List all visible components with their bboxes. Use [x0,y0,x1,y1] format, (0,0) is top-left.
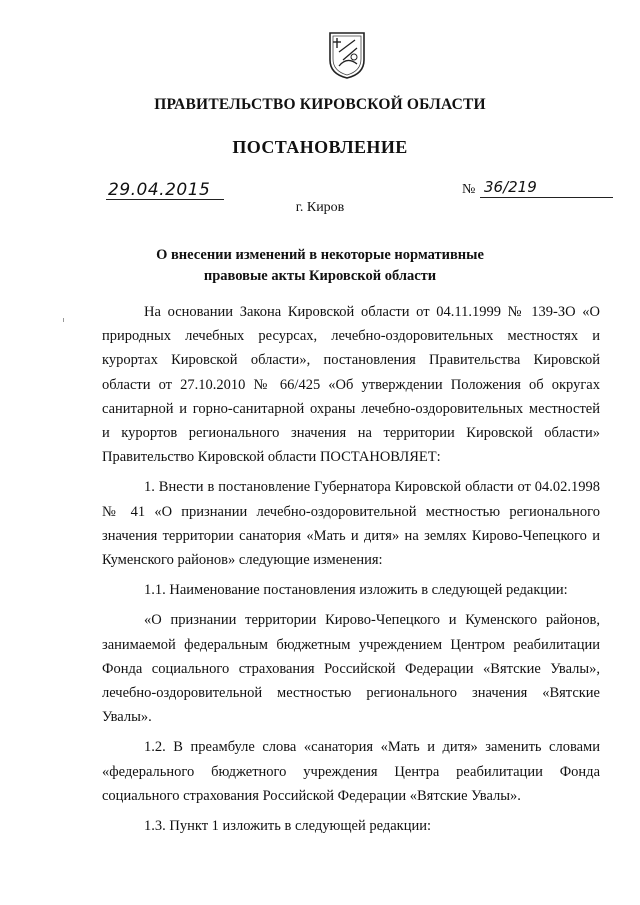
paragraph-1-1: 1.1. Наименование постановления изложить в следующей редакции: [144,582,568,599]
subject-line-2: правовые акты Кировской области [203,268,437,284]
subject-line-1: О внесении изменений в некоторые нормативные [156,247,484,263]
margin-mark [63,318,64,322]
paragraph-preamble: На основании Закона Кировской области от 04.11.1999 № 139-ЗО «О природных лечебных ресурсах, лечебно-оздоровительных местностях и курортах Кировской области», постановления Правительства Кировской области от 27.10.2010 № 66/425 «Об утверждении Положения об округах санитарной и горно-санитарной охраны лечебно-оздоровительных местностей и курортов регионального значения на территории Кировской области» Правительство Кировской области ПОСТАНОВЛЯЕТ: [102,304,600,466]
number-underline [480,197,613,198]
government-title: ПРАВИТЕЛЬСТВО КИРОВСКОЙ ОБЛАСТИ [154,96,486,113]
number-label: № [462,182,476,197]
paragraph-1-3: 1.3. Пункт 1 изложить в следующей редакции: [144,818,432,835]
document-subject [100,245,540,287]
city: г. Киров [295,200,345,215]
coat-of-arms-icon [327,30,367,80]
paragraph-1-2: 1.2. В преамбуле слова «санатория «Мать и дитя» заменить словами «федерального бюджетного учреждения Центра реабилитации Фонда социального страхования Российской Федерации «Вятские Увалы». [102,739,600,804]
document-type: ПОСТАНОВЛЕНИЕ [232,137,408,157]
paragraph-quoted-title: «О признании территории Кирово-Чепецкого и Куменского районов, занимаемой федеральным бюджетным учреждением Центром реабилитации Фонда социального страхования Российской Федерации «Вятские Увалы», лечебно-оздоровительной местностью регионального значения «Вятские Увалы». [102,612,600,726]
document-body [102,300,600,838]
paragraph-1: 1. Внести в постановление Губернатора Кировской области от 04.02.1998 № 41 «О признании лечебно-оздоровительной местностью регионального значения территории санатория «Мать и дитя» на землях Кирово-Чепецкого и Куменского районов» следующие изменения: [102,479,600,569]
document-date: 29.04.2015 [108,180,211,200]
document-number: 36/219 [484,178,537,196]
